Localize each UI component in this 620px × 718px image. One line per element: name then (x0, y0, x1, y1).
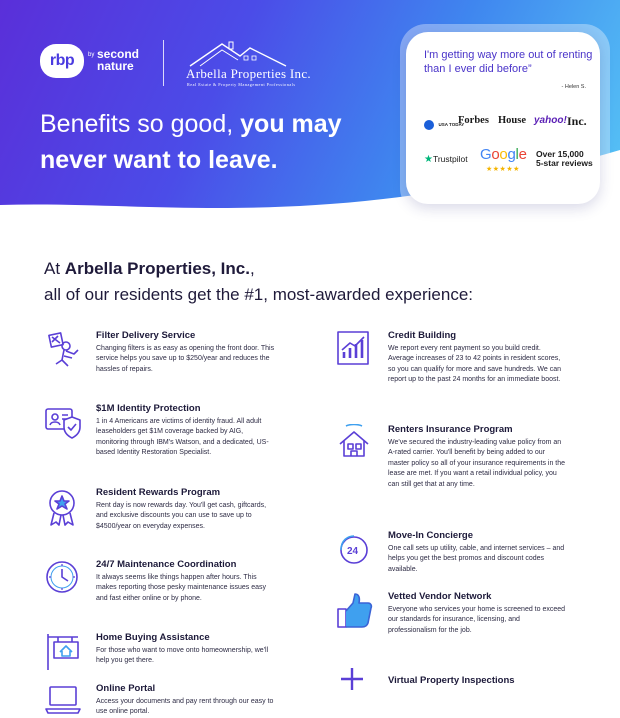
benefit-title: Virtual Property Inspections (388, 675, 515, 686)
arbella-roof-icon (186, 38, 306, 68)
benefit-title: Move-In Concierge (388, 530, 473, 541)
identity-shield-icon (44, 403, 84, 443)
benefit-title: $1M Identity Protection (96, 403, 201, 414)
benefit-description: 1 in 4 Americans are victims of identity fraud. All adult leaseholders get $1M coverage backed by AIG, monitoring through IBM's Watson, and a dedicated, US-based Identity Restoration Specialist. (96, 418, 269, 457)
laptop-icon (44, 683, 84, 718)
review-card (406, 32, 600, 204)
benefit-title: Renters Insurance Program (388, 424, 513, 435)
google-logo: Google (480, 146, 527, 163)
svg-text:24: 24 (347, 546, 359, 557)
second-nature-logo: second nature (97, 47, 140, 73)
publication-logos (424, 114, 592, 130)
house-logo: House (498, 115, 527, 126)
benefit-title: Credit Building (388, 330, 457, 341)
inc-logo: Inc. (567, 114, 587, 128)
intro-heading: At Arbella Properties, Inc., all of our residents get the #1, most-awarded experience: (44, 259, 474, 304)
benefit-description: Changing filters is as easy as opening the front door. This service helps you save up to $250/year and reduces the hassles of repairs. (96, 345, 275, 373)
headline-bold-1: you may (240, 110, 342, 138)
headline-light: Benefits so good, (40, 110, 234, 138)
intro-company: Arbella Properties, Inc. (64, 259, 250, 278)
benefit-title: 24/7 Maintenance Coordination (96, 559, 237, 570)
benefit-description: Access your documents and pay rent through our easy to use online portal. (96, 698, 274, 716)
yahoo-logo: yahoo! (534, 115, 567, 126)
benefit-description: We've secured the industry-leading value policy from an A-rated carrier. You'll benefit by being added to our master policy so all of your insurance requirements in the lease are met. If you want a retail individual policy, you can still get that at any time. (388, 439, 566, 488)
usa-today-dot-icon (424, 120, 434, 130)
credit-chart-icon (336, 330, 376, 370)
reviews-count: Over 15,000 5-star reviews (536, 149, 593, 168)
logo-divider (163, 40, 164, 86)
intro-line-2: all of our residents get the #1, most-awarded experience: (44, 285, 474, 304)
trustpilot-star-icon: ★ (424, 154, 433, 165)
benefit-description: Rent day is now rewards day. You'll get cash, giftcards, and exclusive discounts you can use to save up to $4500/year on everyday expenses. (96, 502, 267, 530)
benefit-title: Filter Delivery Service (96, 330, 196, 341)
benefit-title: Vetted Vendor Network (388, 591, 492, 602)
arbella-tagline: Real Estate & Property Management Professionals (187, 82, 296, 87)
insured-home-icon (336, 424, 376, 464)
testimonial-author: - Helen S. (561, 84, 586, 90)
hero-headline (40, 106, 400, 178)
trustpilot-logo: ★Trustpilot (424, 154, 468, 165)
clock-icon (44, 559, 84, 599)
forbes-logo: Forbes (458, 115, 489, 126)
benefit-title: Resident Rewards Program (96, 487, 221, 498)
benefit-description: It always seems like things happen after hours. This makes reporting those pesky maintenance issues easy and fast either online or by phone. (96, 574, 267, 602)
google-rating-stars-icon: ★★★★★ (486, 166, 520, 173)
rbp-logo: rbp (40, 44, 84, 78)
headline-bold-2: never want to leave. (40, 146, 278, 174)
benefit-description: We report every rent payment so you build credit. Average increases of 23 to 42 points in resident scores, so you can qualify for more and save hundreds. We can report up to the past 24 months for an immediate boost. (388, 345, 562, 384)
benefit-title: Home Buying Assistance (96, 632, 210, 643)
rbp-logo-by: by (88, 52, 95, 58)
arbella-company-name: Arbella Properties Inc. (186, 66, 311, 81)
usa-today-logo: USA TODAY (424, 116, 458, 134)
home-sign-icon (44, 632, 84, 672)
concierge-24-icon (336, 530, 376, 570)
thumbs-up-icon (336, 591, 376, 631)
benefit-title: Online Portal (96, 683, 156, 694)
testimonial-quote: I'm getting way more out of renting than I ever did before” (424, 49, 593, 75)
filter-delivery-icon (44, 330, 84, 370)
benefit-description: For those who want to move onto homeownership, we'll help you get there. (96, 647, 269, 665)
benefit-description: Everyone who services your home is screened to exceed our standards for insurance, licensing, and professionalism for the job. (388, 606, 566, 634)
benefit-description: One call sets up utility, cable, and internet services – and helps you get the best promos and discount codes available. (388, 545, 565, 573)
rewards-badge-icon (44, 487, 84, 527)
plus-icon (336, 664, 376, 704)
